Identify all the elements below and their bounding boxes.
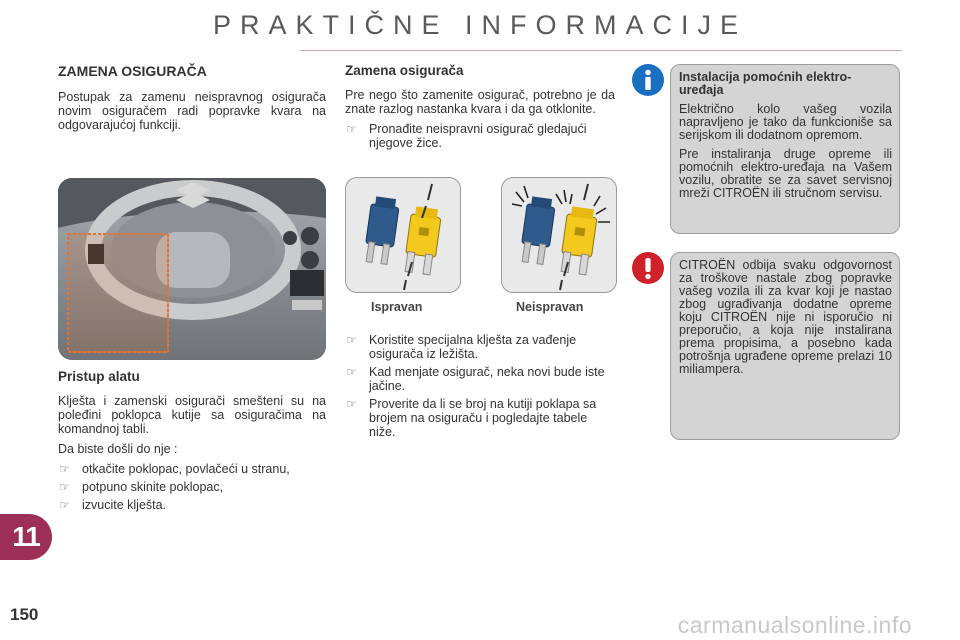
middle-steps-bottom <box>345 333 615 439</box>
list-item: ☞ izvucite klješta. <box>59 498 167 512</box>
info-box-title: Instalacija pomoćnih elektro-uređaja <box>679 70 852 97</box>
middle-column <box>345 64 615 154</box>
left-column <box>58 64 326 138</box>
pointing-hand-icon: ☞ <box>346 122 357 136</box>
info-box <box>670 64 900 234</box>
list-item: ☞ Pronađite neispravni osigurač gledajući njegove žice. <box>346 122 587 150</box>
list-item: ☞ otkačite poklopac, povlačeći u stranu, <box>59 462 290 476</box>
fuse-bad-illustration <box>501 177 617 293</box>
pointing-hand-icon: ☞ <box>59 462 70 476</box>
middle-intro: Pre nego što zamenite osigurač, potrebno je da znate razlog nastanka kvara i da ga otklonite. <box>345 88 615 116</box>
dashboard-photo <box>58 178 326 360</box>
middle-steps-top <box>345 122 615 150</box>
section-heading-tool-access: Pristup alatu <box>58 369 140 384</box>
access-paragraph-2: Da biste došli do nje : <box>58 442 178 456</box>
list-item: ☞ Proverite da li se broj na kutiji poklapa sa brojem na osiguraču i pogledajte tabele niže. <box>346 397 597 439</box>
page-title: PRAKTIČNE INFORMACIJE <box>212 10 748 40</box>
list-item: ☞ Kad menjate osigurač, neka novi bude iste jačine. <box>346 365 605 393</box>
pointing-hand-icon: ☞ <box>59 498 70 512</box>
access-steps-list <box>58 462 326 512</box>
warning-box-text: CITROËN odbija svaku odgovornost za troškove nastale zbog popravke vašeg vozila ili za kvar koji je nastao zbog ugrađivanja dodatne opreme koju CITROËN nije ni isporučio ni preporučio, a koja nije instalirana prema propisima, a posebno kada potrošnja ugrađene opreme prelazi 10 miliampera. <box>679 258 892 376</box>
info-icon <box>632 64 664 101</box>
warning-box <box>670 252 900 440</box>
access-paragraph: Klješta i zamenski osigurači smešteni su na poleđini poklopca kutije sa osiguračima na komandnoj tabli. <box>58 394 326 436</box>
header-divider <box>300 50 902 51</box>
section-heading-fuse-replacement: ZAMENA OSIGURAČA <box>58 63 207 79</box>
middle-steps-bottom-section <box>345 333 615 443</box>
chapter-tab: 11 <box>0 514 52 560</box>
pointing-hand-icon: ☞ <box>59 480 70 494</box>
info-box-paragraph-2: Pre instaliranja druge opreme ili pomoćnih elektro-uređaja na Vašem vozilu, obratite se za savet servisnoj mreži CITROËN ili stručnom servisu. <box>679 147 892 200</box>
fuse-bad-label: Neispravan <box>516 300 584 314</box>
fuse-good-label: Ispravan <box>371 300 423 314</box>
access-section <box>58 370 326 516</box>
section-heading-fuse-change: Zamena osigurača <box>345 63 464 78</box>
pointing-hand-icon: ☞ <box>346 333 357 347</box>
pointing-hand-icon: ☞ <box>346 365 357 379</box>
intro-paragraph: Postupak za zamenu neispravnog osigurača novim osiguračem radi popravke kvara na odgovarajućoj funkciji. <box>58 90 326 132</box>
list-item: ☞ Koristite specijalna klješta za vađenje osigurača iz ležišta. <box>346 333 577 361</box>
warning-icon <box>632 252 664 289</box>
list-item: ☞ potpuno skinite poklopac, <box>59 480 224 494</box>
pointing-hand-icon: ☞ <box>346 397 357 411</box>
page-number: 150 <box>10 605 39 624</box>
fuse-good-illustration <box>345 177 461 293</box>
info-box-paragraph-1: Električno kolo vašeg vozila napravljeno je tako da funkcioniše sa serijskom ili dodatnom opremom. <box>679 102 892 142</box>
watermark: carmanualsonline.info <box>677 612 912 638</box>
